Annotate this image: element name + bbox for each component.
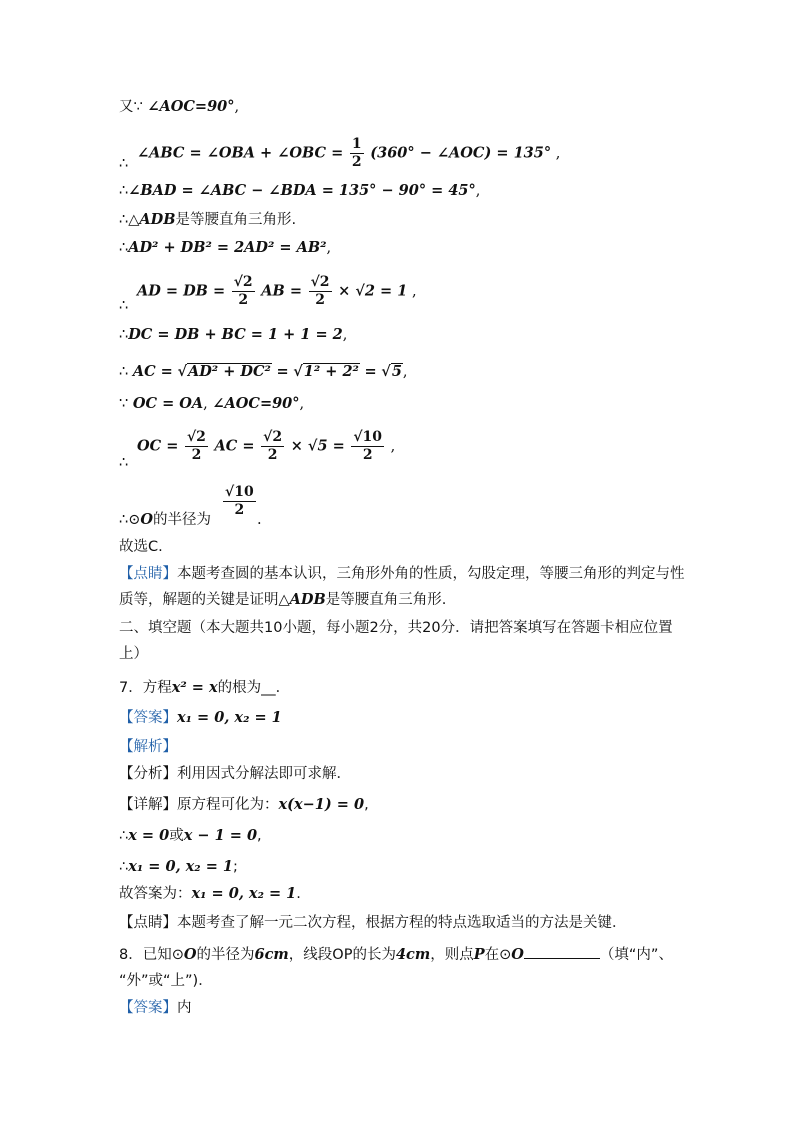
line-dc: ∴DC = DB + BC = 1 + 1 = 2,: [119, 326, 348, 343]
q8-answer: 【答案】内: [119, 1000, 192, 1016]
fraction: $\frac{√2}{2}$: [263, 429, 283, 463]
comment-1: 【点睛】本题考查圆的基本认识，三角形外角的性质，勾股定理，等腰三角形的判定与性: [119, 566, 685, 582]
tag-comment: 【点睛】: [119, 566, 177, 582]
q7-analysis: 【分析】利用因式分解法即可求解．: [119, 766, 351, 782]
fraction: $\frac{√2}{2}$: [310, 274, 330, 308]
fraction: $\frac{√2}{2}$: [186, 429, 206, 463]
q7-step-1: ∴x = 0或x − 1 = 0,: [119, 827, 262, 844]
section-heading: 二、填空题（本大题共10小题，每小题2分，共20分．请把答案填写在答题卡相应位置: [119, 620, 673, 636]
answer-blank[interactable]: [524, 944, 600, 959]
q7-final: 故答案为：x₁ = 0, x₂ = 1.: [119, 885, 301, 902]
q7-comment: 【点睛】本题考查了解一元二次方程，根据方程的特点选取适当的方法是关键．: [119, 915, 627, 931]
section-heading-cont: 上）: [119, 646, 148, 662]
line-given-angle: 又∵ ∠AOC=90°,: [119, 98, 240, 115]
fraction: $\frac{√2}{2}$: [233, 274, 253, 308]
line-isosceles-right: ∴△ADB是等腰直角三角形.: [119, 211, 297, 228]
q7-detail: 【详解】原方程可化为：x(x−1) = 0,: [119, 796, 369, 813]
question-8: 8．已知⊙O的半径为6cm，线段OP的长为4cm，则点P在⊙O （填“内”、: [119, 946, 673, 963]
question-7: 7．方程x² = x的根为__．: [119, 679, 291, 696]
q7-answer: 【答案】x₁ = 0, x₂ = 1: [119, 709, 282, 726]
answer-choice: 故选C.: [119, 539, 163, 555]
q7-step-2: ∴x₁ = 0, x₂ = 1;: [119, 858, 238, 875]
line-pythagoras: ∴AD² + DB² = 2AD² = AB²,: [119, 239, 332, 256]
line-oc-oa: ∵ OC = OA, ∠AOC=90°,: [119, 395, 305, 412]
document-page: 又∵ ∠AOC=90°, ∴ ∠ABC = ∠OBA + ∠OBC = $\frac{1}{2}$ (360° − ∠AOC) = 135° , ∴∠BAD = ∠ABC − ∠BDA = 135° − 90° = 45°, ∴△ADB是等腰直角三角形. ∴AD² + DB² = 2AD² = AB², ∴ AD = DB = $\frac{√2}{2}$ AB = $\frac{√2}{2}$ × √2 = 1 , ∴DC = DB + BC = 1 + 1 = 2, ∴ AC = √AD² + DC² = √1² + 2² = √5, ∵ OC = OA, ∠AOC=90°, ∴ OC = $\frac{√2}{2}$ AC = $\frac{√2}{2}$ × √5 = $\frac{√10}{2}$ , ∴⊙O的半径为 $\frac{√10}{2}$ . 故选C. 【点睛】本题考查圆的基本认识，三角形外角的性质，勾股定理，等腰三角形的判定与性 质等，解题的关键是证明△ADB是等腰直角三角形. 二、填空题（本大题共10小题，每小题2分，共20分．请把答案填写在答题卡相应位置 上） 7．方程x² = x的根为__． 【答案】x₁ = 0, x₂ = 1 【解析】 【分析】利用因式分解法即可求解． 【详解】原方程可化为：x(x−1) = 0, ∴x = 0或x − 1 = 0, ∴x₁ = 0, x₂ = 1; 故答案为：x₁ = 0, x₂ = 1. 【点睛】本题考查了解一元二次方程，根据方程的特点选取适当的方法是关键． 8．已知⊙O的半径为6cm，线段OP的长为4cm，则点P在⊙O （填“内”、 “外”或“上”)． 【答案】内: [119, 98, 685, 1016]
tag-answer: 【答案】: [119, 1000, 177, 1016]
tag-analysis: 【解析】: [119, 739, 177, 755]
fraction: $\frac{√10}{2}$: [225, 484, 254, 518]
comment-1-cont: 质等，解题的关键是证明△ADB是等腰直角三角形.: [119, 591, 447, 608]
fraction: $\frac{√10}{2}$: [353, 429, 383, 463]
question-8-cont: “外”或“上”)．: [119, 973, 213, 989]
line-angle-bad: ∴∠BAD = ∠ABC − ∠BDA = 135° − 90° = 45°,: [119, 182, 481, 199]
q7-analysis-tag: [119, 737, 177, 757]
fraction: $\frac{1}{2}$: [351, 136, 362, 170]
tag-answer: 【答案】: [119, 710, 177, 726]
line-ac: ∴ AC = √AD² + DC² = √1² + 2² = √5,: [119, 363, 408, 380]
